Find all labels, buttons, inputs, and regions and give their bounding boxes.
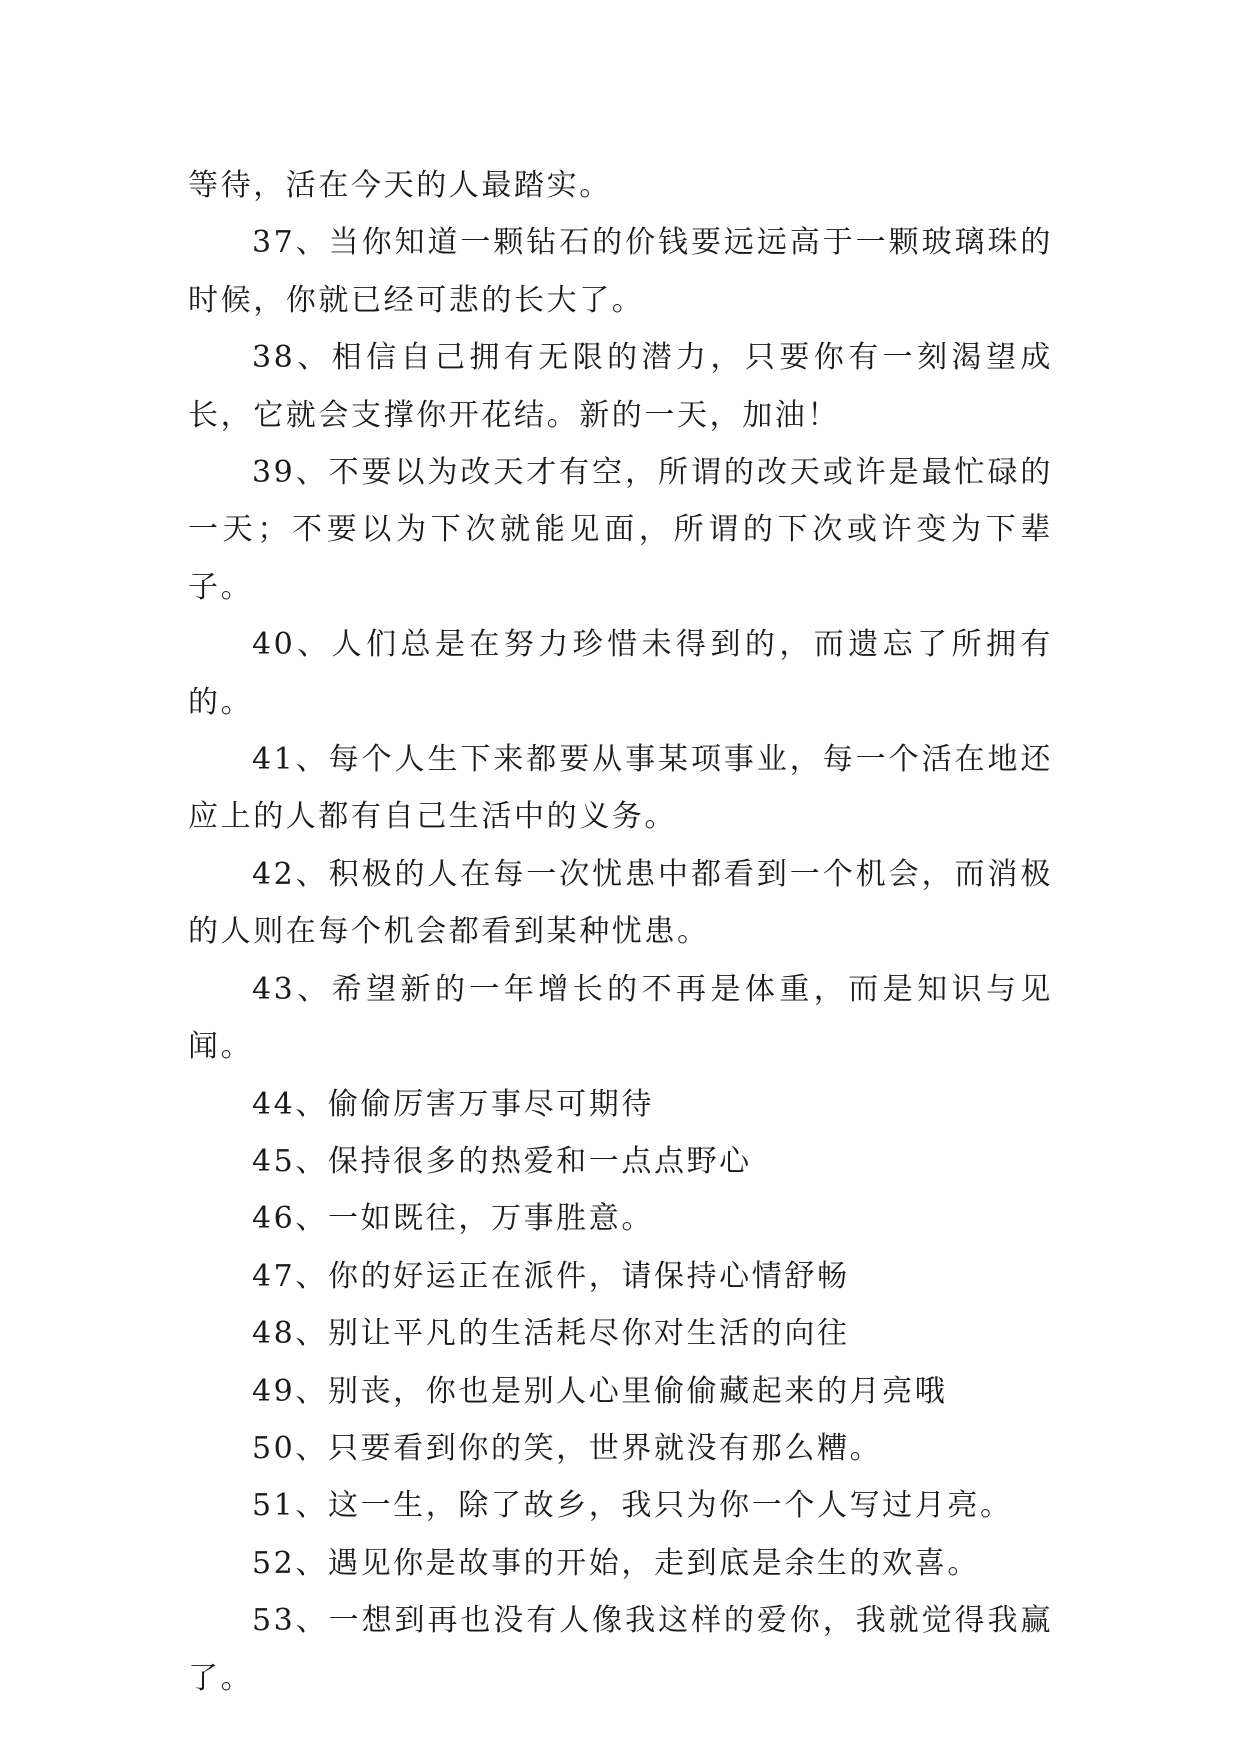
document-body [188,157,1053,1707]
quote-49: 49、别丧，你也是别人心里偷偷藏起来的月亮哦 [252,1373,948,1409]
quote-50: 50、只要看到你的笑，世界就没有那么糟。 [252,1430,883,1466]
quote-42: 42、积极的人在每一次忧患中都看到一个机会，而消极的人则在每个机会都看到某种忧患。 [188,856,1053,950]
quote-38: 38、相信自己拥有无限的潜力，只要你有一刻渴望成长，它就会支撑你开花结。新的一天，加油！ [188,340,1053,433]
quote-45: 45、保持很多的热爱和一点点野心 [252,1143,752,1179]
quote-47: 47、你的好运正在派件，请保持心情舒畅 [252,1258,850,1294]
quote-53: 53、一想到再也没有人像我这样的爱你，我就觉得我赢了。 [188,1603,1053,1696]
quote-44: 44、偷偷厉害万事尽可期待 [252,1086,654,1122]
quote-41: 41、每个人生下来都要从事某项事业，每一个活在地还应上的人都有自己生活中的义务。 [188,742,1053,835]
quote-52: 52、遇见你是故事的开始，走到底是余生的欢喜。 [252,1545,980,1581]
quote-48: 48、别让平凡的生活耗尽你对生活的向往 [252,1316,850,1352]
quote-51: 51、这一生，除了故乡，我只为你一个人写过月亮。 [252,1488,1013,1524]
quote-39: 39、不要以为改天才有空，所谓的改天或许是最忙碌的一天；不要以为下次就能见面，所谓的下次或许变为下辈子。 [188,455,1053,605]
quote-37: 37、当你知道一颗钻石的价钱要远远高于一颗玻璃珠的时候，你就已经可悲的长大了。 [188,225,1053,318]
quote-46: 46、一如既往，万事胜意。 [252,1201,654,1237]
paragraph-continuation: 等待，活在今天的人最踏实。 [188,168,612,203]
quote-43: 43、希望新的一年增长的不再是体重，而是知识与见闻。 [188,971,1053,1065]
quote-40: 40、人们总是在努力珍惜未得到的，而遗忘了所拥有的。 [188,627,1053,720]
